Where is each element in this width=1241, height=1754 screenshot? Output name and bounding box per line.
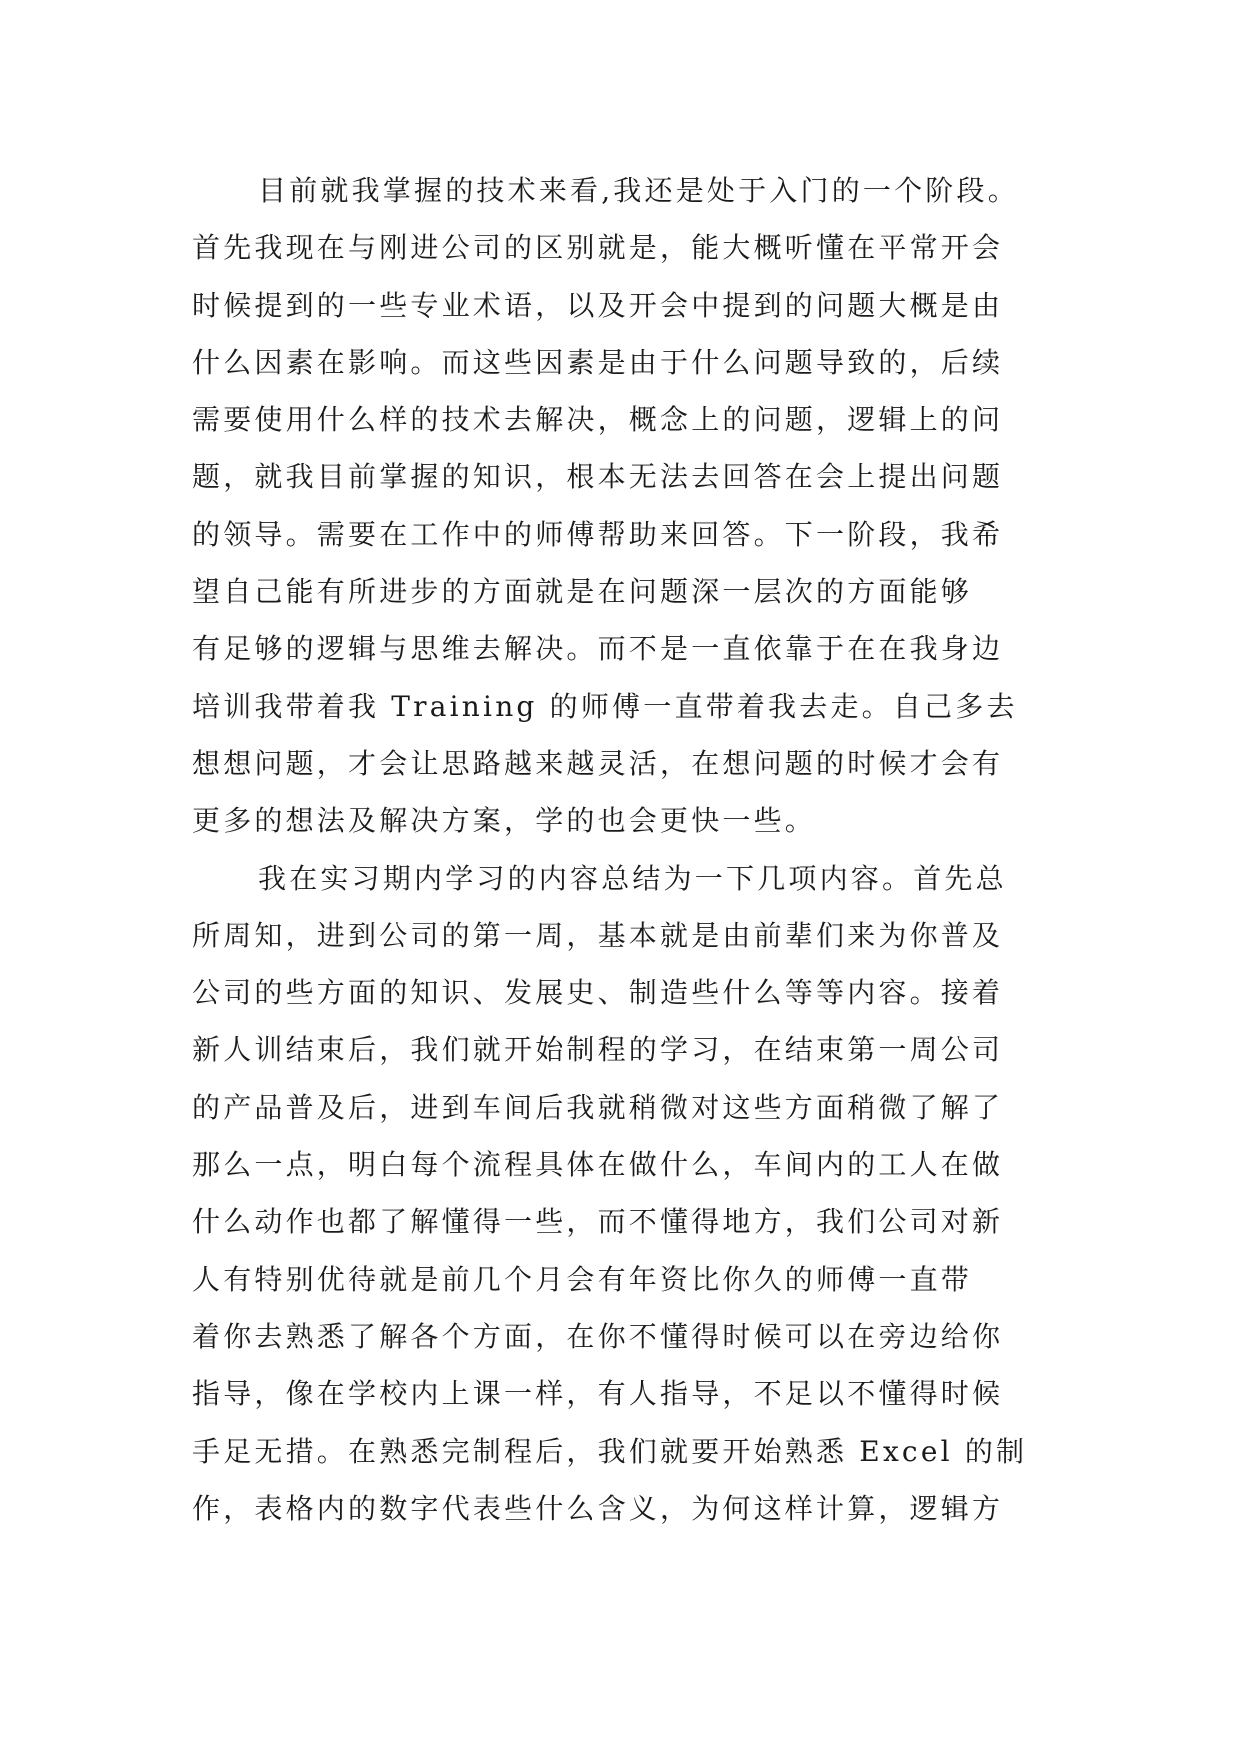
text-line: 望自己能有所进步的方面就是在问题深一层次的方面能够: [192, 575, 973, 609]
text-line: 新人训结束后，我们就开始制程的学习，在结束第一周公司: [192, 1033, 1004, 1067]
text-line: 题，就我目前掌握的知识，根本无法去回答在会上提出问题: [192, 460, 1004, 494]
text-line: 手足无措。在熟悉完制程后，我们就要开始熟悉 Excel 的制: [192, 1434, 1028, 1468]
text-line: 的产品普及后，进到车间后我就稍微对这些方面稍微了解了: [192, 1090, 1004, 1124]
document-body: [192, 162, 1092, 1537]
paragraph-first-line: 我在实习期内学习的内容总结为一下几项内容。首先总: [258, 861, 1007, 895]
text-line: 首先我现在与刚进公司的区别就是，能大概听懂在平常开会: [192, 231, 1004, 265]
text-line: 公司的些方面的知识、发展史、制造些什么等等内容。接着: [192, 976, 1004, 1010]
text-line: 作，表格内的数字代表些什么含义，为何这样计算，逻辑方: [192, 1491, 1004, 1525]
text-line: 那么一点，明白每个流程具体在做什么，车间内的工人在做: [192, 1148, 1004, 1182]
text-line: 人有特别优待就是前几个月会有年资比你久的师傅一直带: [192, 1262, 973, 1296]
text-line: 所周知，进到公司的第一周，基本就是由前辈们来为你普及: [192, 918, 1004, 952]
text-line: 需要使用什么样的技术去解决，概念上的问题，逻辑上的问: [192, 403, 1004, 437]
text-line: 指导，像在学校内上课一样，有人指导，不足以不懂得时候: [192, 1377, 1004, 1411]
text-line: 什么动作也都了解懂得一些，而不懂得地方，我们公司对新: [192, 1205, 1004, 1239]
text-line: 培训我带着我 Training 的师傅一直带着我去走。自己多去: [192, 689, 1018, 723]
text-line: 着你去熟悉了解各个方面，在你不懂得时候可以在旁边给你: [192, 1319, 1004, 1353]
text-line: 什么因素在影响。而这些因素是由于什么问题导致的，后续: [192, 345, 1004, 379]
text-line: 想想问题，才会让思路越来越灵活，在想问题的时候才会有: [192, 746, 1004, 780]
paragraph-first-line: 目前就我掌握的技术来看,我还是处于入门的一个阶段。: [258, 174, 1019, 207]
text-line: 的领导。需要在工作中的师傅帮助来回答。下一阶段，我希: [192, 517, 1004, 551]
text-line: 有足够的逻辑与思维去解决。而不是一直依靠于在在我身边: [192, 632, 1004, 666]
text-line: 更多的想法及解决方案，学的也会更快一些。: [192, 804, 817, 838]
text-line: 时候提到的一些专业术语，以及开会中提到的问题大概是由: [192, 288, 1004, 322]
